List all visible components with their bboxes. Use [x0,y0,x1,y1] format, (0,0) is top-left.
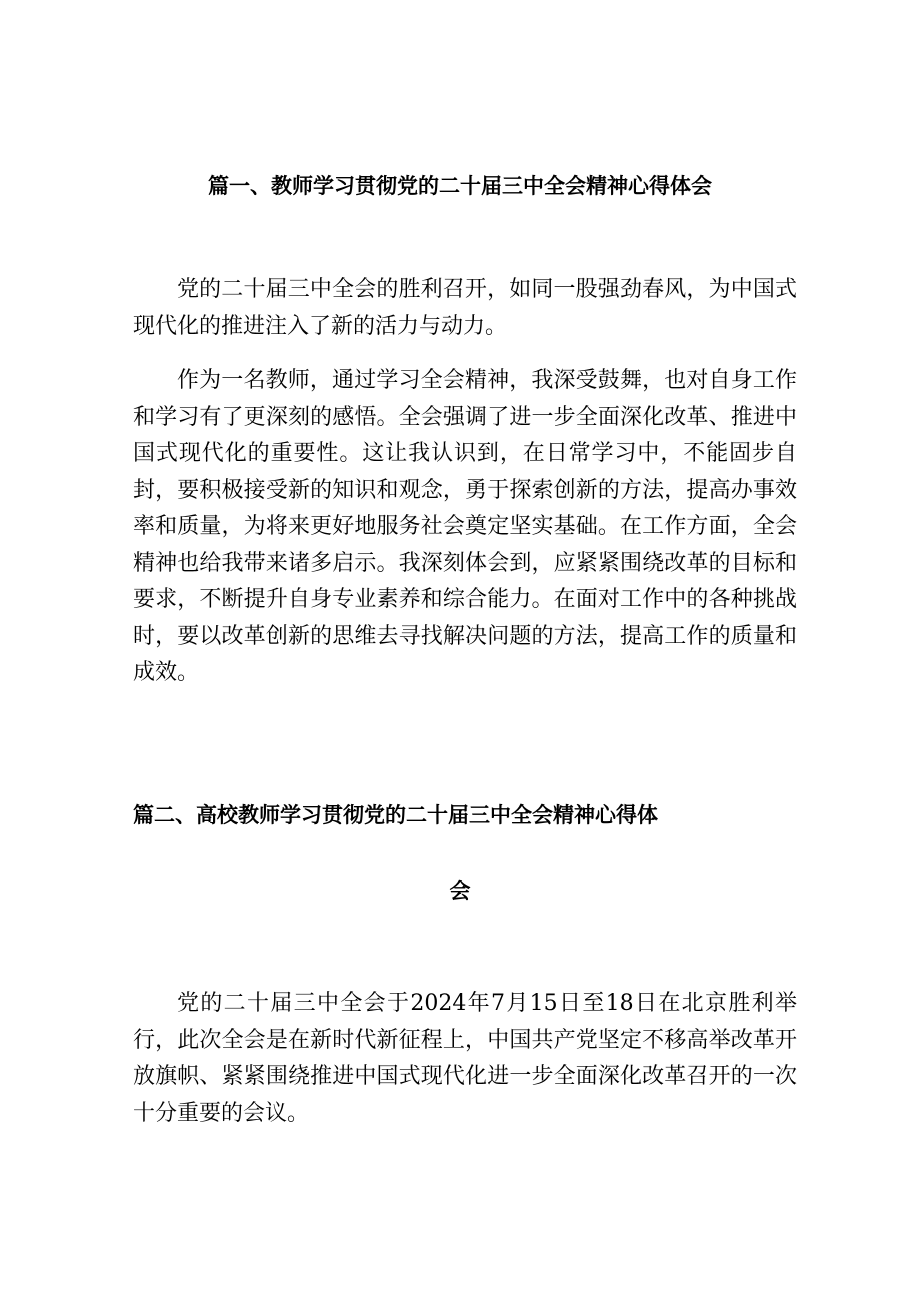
section1-paragraph-1: 党的二十届三中全会的胜利召开，如同一股强劲春风，为中国式现代化的推进注入了新的活力与动力。 [133,277,797,339]
section2-title-line2: 会 [449,879,471,903]
section2-title-line1: 篇二、高校教师学习贯彻党的二十届三中全会精神心得体 [133,803,658,827]
section1-title: 篇一、教师学习贯彻党的二十届三中全会精神心得体会 [208,174,712,198]
section2-paragraph-1: 党的二十届三中全会于2024年7月15日至18日在北京胜利举行，此次全会是在新时代新征程上，中国共产党坚定不移高举改革开放旗帜、紧紧围绕推进中国式现代化进一步全面深化改革召开的一次十分重要的会议。 [133,991,797,1126]
section1-paragraph-2: 作为一名教师，通过学习全会精神，我深受鼓舞，也对自身工作和学习有了更深刻的感悟。全会强调了进一步全面深化改革、推进中国式现代化的重要性。这让我认识到，在日常学习中，不能固步自封，要积极接受新的知识和观念，勇于探索创新的方法，提高办事效率和质量，为将来更好地服务社会奠定坚实基础。在工作方面，全会精神也给我带来诸多启示。我深刻体会到，应紧紧围绕改革的目标和要求，不断提升自身专业素养和综合能力。在面对工作中的各种挑战时，要以改革创新的思维去寻找解决问题的方法，提高工作的质量和成效。 [133,368,797,685]
